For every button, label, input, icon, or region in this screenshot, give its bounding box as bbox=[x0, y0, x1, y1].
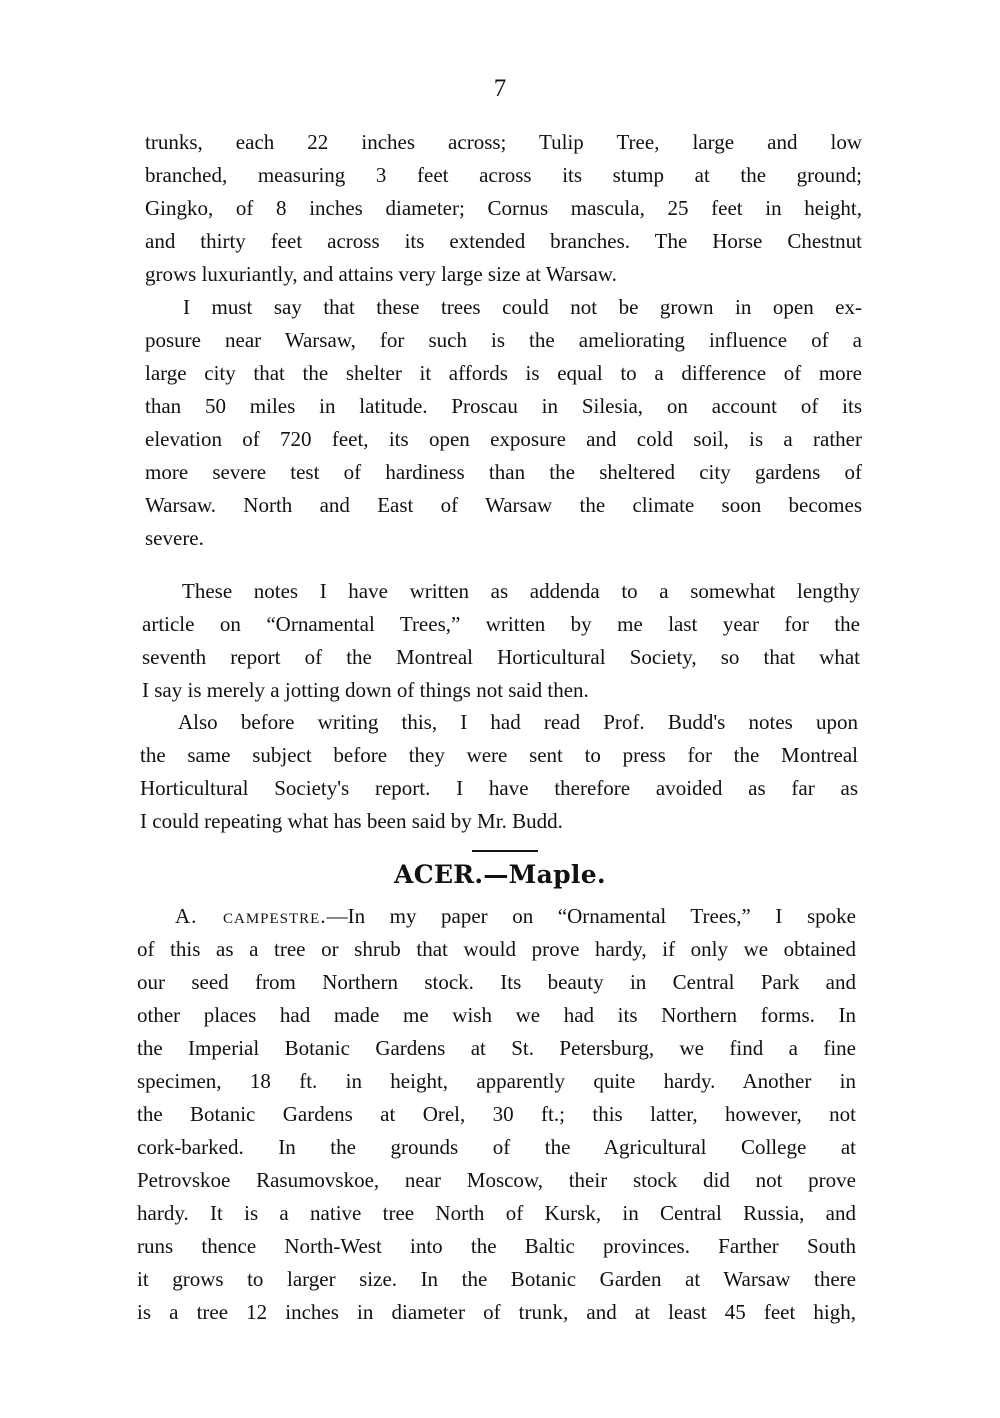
species-lead-text: —In my paper on “Ornamental Trees,” I spoke bbox=[326, 904, 856, 928]
text-line: other places had made me wish we had its Northern forms. In bbox=[137, 1003, 856, 1027]
text-line: is a tree 12 inches in diameter of trunk, and at least 45 feet high, bbox=[137, 1300, 856, 1324]
section-heading: ACER.—Maple. bbox=[394, 860, 606, 889]
text-line: the Imperial Botanic Gardens at St. Petersburg, we find a fine bbox=[137, 1036, 856, 1060]
text-line: our seed from Northern stock. Its beauty in Central Park and bbox=[137, 970, 856, 994]
text-line: Petrovskoe Rasumovskoe, near Moscow, their stock did not prove bbox=[137, 1168, 856, 1192]
text-line: the same subject before they were sent to press for the Montreal bbox=[140, 743, 858, 767]
text-line: the Botanic Gardens at Orel, 30 ft.; this latter, however, not bbox=[137, 1102, 856, 1126]
text-line: grows luxuriantly, and attains very large size at Warsaw. bbox=[145, 262, 617, 286]
text-line: These notes I have written as addenda to a somewhat lengthy bbox=[182, 579, 860, 603]
text-line: I must say that these trees could not be grown in open ex- bbox=[183, 295, 862, 319]
text-line: elevation of 720 feet, its open exposure and cold soil, is a rather bbox=[145, 427, 862, 451]
species-label: A. campestre. bbox=[175, 904, 327, 928]
text-line: it grows to larger size. In the Botanic Garden at Warsaw there bbox=[137, 1267, 856, 1291]
text-line: more severe test of hardiness than the sheltered city gardens of bbox=[145, 460, 862, 484]
text-line: Gingko, of 8 inches diameter; Cornus mascula, 25 feet in height, bbox=[145, 196, 862, 220]
section-divider bbox=[472, 850, 538, 852]
page-number: 7 bbox=[493, 75, 507, 102]
text-line: branched, measuring 3 feet across its stump at the ground; bbox=[145, 163, 862, 187]
text-line: Horticultural Society's report. I have therefore avoided as far as bbox=[140, 776, 858, 800]
text-line: I could repeating what has been said by Mr. Budd. bbox=[140, 809, 563, 833]
text-line: runs thence North-West into the Baltic provinces. Farther South bbox=[137, 1234, 856, 1258]
text-line: severe. bbox=[145, 526, 204, 550]
text-line: than 50 miles in latitude. Proscau in Silesia, on account of its bbox=[145, 394, 862, 418]
text-line: I say is merely a jotting down of things not said then. bbox=[142, 678, 589, 702]
text-line: of this as a tree or shrub that would prove hardy, if only we obtained bbox=[137, 937, 856, 961]
text-line: and thirty feet across its extended branches. The Horse Chestnut bbox=[145, 229, 862, 253]
text-line: article on “Ornamental Trees,” written by me last year for the bbox=[142, 612, 860, 636]
text-line: hardy. It is a native tree North of Kursk, in Central Russia, and bbox=[137, 1201, 856, 1225]
text-line: posure near Warsaw, for such is the ameliorating influence of a bbox=[145, 328, 862, 352]
text-line bbox=[175, 900, 856, 933]
text-line: trunks, each 22 inches across; Tulip Tree, large and low bbox=[145, 130, 862, 154]
text-line: cork-barked. In the grounds of the Agricultural College at bbox=[137, 1135, 856, 1159]
text-line: large city that the shelter it affords is equal to a difference of more bbox=[145, 361, 862, 385]
text-line: specimen, 18 ft. in height, apparently quite hardy. Another in bbox=[137, 1069, 856, 1093]
text-line: Also before writing this, I had read Prof. Budd's notes upon bbox=[178, 710, 858, 734]
text-line: Warsaw. North and East of Warsaw the climate soon becomes bbox=[145, 493, 862, 517]
text-line: seventh report of the Montreal Horticultural Society, so that what bbox=[142, 645, 860, 669]
